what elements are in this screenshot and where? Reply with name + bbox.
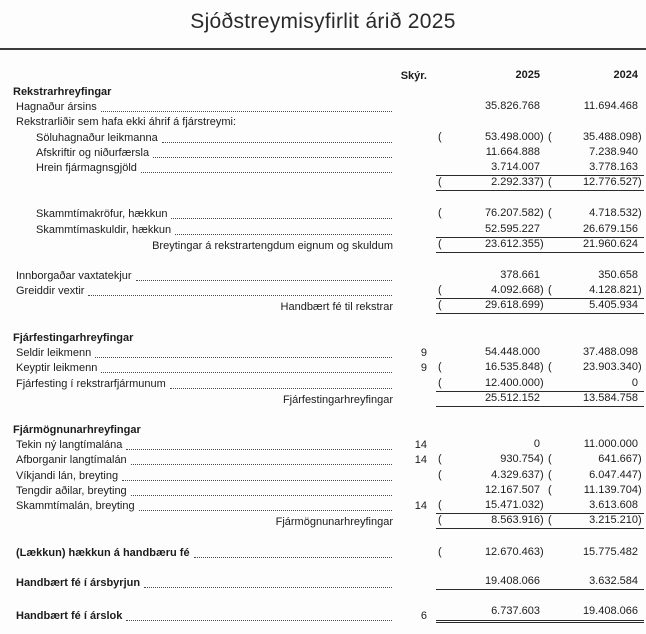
- section-label: Fjárfestingarhreyfingar: [13, 331, 134, 344]
- column-header-2025: 2025: [515, 69, 540, 82]
- value-2024: 37.488.098: [582, 345, 638, 358]
- value-2025: ( 23.612.355 ): [436, 237, 546, 253]
- skyr-cell: 6: [420, 609, 427, 622]
- column-header-row: [12, 68, 644, 83]
- dotted-leader: [122, 480, 392, 481]
- dotted-leader: [131, 464, 392, 465]
- value-2025: 52.595.227: [484, 222, 540, 235]
- value-2025: ( 2.292.337 ): [436, 175, 546, 191]
- column-header-2024: 2024: [613, 69, 638, 82]
- subtotal-rekstrarlidir: [12, 175, 644, 191]
- value-2024: 3.632.584: [546, 575, 644, 590]
- value-2024: 5.405.934: [546, 298, 644, 314]
- row-label: Afborganir langtímalán: [16, 454, 127, 467]
- dotted-leader: [144, 587, 392, 588]
- row-hagnadur-arsins: [12, 99, 644, 114]
- row-label: Söluhagnaður leikmanna: [36, 131, 158, 144]
- row-soluhagnadur-leikmanna: [12, 129, 644, 144]
- value-2025: ( 12.400.000 ): [438, 376, 544, 389]
- row-seldir-leikmenn: [12, 345, 644, 360]
- value-2025: 12.167.507: [484, 484, 540, 496]
- dotted-leader: [101, 111, 392, 112]
- row-afborganir-langtimalan: [12, 452, 644, 467]
- value-2025: 25.512.152: [436, 391, 546, 407]
- value-2025: ( 930.754 ): [438, 453, 544, 466]
- value-2025: 19.408.066: [436, 575, 546, 590]
- section-label: Fjármögnunarhreyfingar: [13, 423, 141, 436]
- dotted-leader: [136, 280, 392, 281]
- row-skammtimalan-breyting: [12, 498, 644, 513]
- dotted-leader: [175, 234, 392, 235]
- total-fjarfestingarhreyfingar: [12, 391, 644, 407]
- value-2025: 378.661: [500, 269, 540, 282]
- row-keyptir-leikmenn: [12, 360, 644, 375]
- row-skammtimakrofur: [12, 206, 644, 221]
- value-2024: ( 3.215.210 ): [546, 513, 644, 529]
- value-2025: 54.448.000: [484, 345, 540, 358]
- value-2024: 3.778.163: [589, 161, 638, 174]
- row-label: Handbært fé í árslok: [16, 609, 123, 622]
- dotted-leader: [88, 295, 392, 296]
- dotted-leader: [141, 172, 392, 173]
- dotted-leader: [170, 388, 392, 389]
- row-skammtimaskuldir: [12, 221, 644, 236]
- value-2024: ( 4.128.821 ): [548, 284, 642, 297]
- value-2025: ( 8.563.916 ): [436, 513, 546, 529]
- value-2025: ( 53.498.000 ): [438, 130, 544, 143]
- section-label: Rekstrarhreyfingar: [13, 85, 112, 98]
- value-2024: ( 11.139.704 ): [548, 484, 642, 496]
- value-2024: 21.960.624: [546, 237, 644, 253]
- value-2025: 11.664.888: [485, 145, 540, 158]
- dotted-leader: [162, 142, 392, 143]
- row-innborgadar-vaxtatekjur: [12, 268, 644, 283]
- row-label: Fjárfesting í rekstrarfjármunum: [16, 377, 166, 390]
- dotted-leader: [171, 218, 392, 219]
- value-2025: 0: [533, 438, 540, 451]
- total-fjarmognunarhreyfingar: [12, 513, 644, 529]
- value-2025: ( 76.207.582 ): [438, 207, 544, 220]
- section-fjarmognunarhreyfingar: [12, 422, 644, 437]
- row-handbaert-fe-arslok: [12, 605, 644, 623]
- value-2024: 19.408.066: [546, 605, 644, 623]
- row-label: Hagnaður ársins: [16, 100, 97, 113]
- value-2024: ( 641.667 ): [548, 453, 642, 466]
- value-2024: 13.584.758: [546, 391, 644, 407]
- row-afskriftir: [12, 145, 644, 160]
- row-laekkun-haekkun-handbaeru-fe: [12, 544, 644, 559]
- statement-table: [0, 68, 646, 623]
- row-label: Víkjandi lán, breyting: [16, 469, 119, 482]
- row-label: Seldir leikmenn: [16, 346, 92, 359]
- value-2024: 15.775.482: [582, 545, 638, 558]
- skyr-cell: 14: [414, 500, 427, 513]
- value-2024: 26.679.156: [582, 222, 638, 235]
- row-tengdir-adilar: [12, 483, 644, 498]
- row-label: Skammtímakröfur, hækkun: [36, 208, 168, 221]
- row-handbaert-fe-arsbyrjun: [12, 575, 644, 590]
- dotted-leader: [194, 557, 392, 558]
- row-hrein-fjarmagnsgjold: [12, 160, 644, 175]
- value-2025: 35.826.768: [484, 99, 540, 112]
- dotted-leader: [126, 449, 392, 450]
- value-2025: 3.714.007: [491, 161, 540, 174]
- statement-page: [0, 10, 646, 623]
- value-2024: ( 35.488.098 ): [548, 130, 642, 143]
- value-2025: ( 29.618.699 ): [436, 298, 546, 314]
- dotted-leader: [131, 495, 392, 496]
- value-2024: ( 4.718.532 ): [548, 207, 642, 220]
- value-2025: ( 4.092.668 ): [438, 284, 544, 297]
- row-label: Hrein fjármagnsgjöld: [36, 162, 137, 175]
- row-label: Greiddir vextir: [16, 285, 85, 298]
- skyr-cell: 9: [420, 346, 427, 359]
- skyr-cell: 14: [414, 454, 427, 467]
- skyr-cell: 9: [420, 362, 427, 375]
- row-label: Tengdir aðilar, breyting: [16, 485, 127, 497]
- row-label: Rekstrarliðir sem hafa ekki áhrif á fjárstreymi:: [16, 116, 237, 129]
- value-2024: ( 12.776.527 ): [546, 175, 644, 191]
- total-breytingar-rekstrartengdum: [12, 237, 644, 253]
- row-label: Handbært fé í ársbyrjun: [16, 576, 141, 589]
- row-label: Skammtímalán, breyting: [16, 500, 135, 513]
- page-title: Sjóðstreymisyfirlit árið 2025: [190, 10, 456, 33]
- column-header-skyr: Skýr.: [400, 70, 427, 83]
- row-greiddir-vextir: [12, 283, 644, 298]
- value-2025: ( 15.471.032 ): [438, 499, 544, 512]
- row-label: Skammtímaskuldir, hækkun: [36, 223, 172, 236]
- value-2024: ( 23.903.340 ): [548, 361, 642, 374]
- row-label: Tekin ný langtímalána: [16, 439, 123, 452]
- total-label: Fjármögnunarhreyfingar: [275, 516, 393, 529]
- section-rekstrarhreyfingar: [12, 83, 644, 98]
- value-2025: ( 4.329.637 ): [438, 468, 544, 481]
- row-vikjandi-lan: [12, 467, 644, 482]
- total-label: Fjárfestingarhreyfingar: [282, 393, 393, 406]
- total-label: Handbært fé til rekstrar: [280, 301, 393, 314]
- value-2024: 3.613.608: [589, 499, 638, 512]
- value-2024: 0: [631, 376, 638, 389]
- row-label: Innborgaðar vaxtatekjur: [16, 270, 132, 283]
- value-2025: ( 16.535.848 ): [438, 361, 544, 374]
- total-label: Breytingar á rekstrartengdum eignum og skuldum: [152, 239, 393, 252]
- value-2024: 7.238.940: [589, 145, 638, 158]
- skyr-cell: 14: [414, 439, 427, 452]
- row-rekstrarlidir-heading: [12, 114, 644, 129]
- dotted-leader: [95, 357, 392, 358]
- dotted-leader: [126, 620, 392, 621]
- row-label: Keyptir leikmenn: [16, 362, 98, 375]
- value-2024: 350.658: [598, 269, 638, 282]
- row-label: (Lækkun) hækkun á handbæru fé: [16, 546, 190, 559]
- value-2024: ( 6.047.447 ): [548, 468, 642, 481]
- dotted-leader: [101, 372, 392, 373]
- total-handbaert-fe-til-rekstrar: [12, 298, 644, 314]
- value-2025: 6.737.603: [436, 605, 546, 623]
- title-divider: [0, 48, 646, 50]
- section-fjarfestingarhreyfingar: [12, 329, 644, 344]
- value-2024: 11.000.000: [583, 438, 638, 451]
- dotted-leader: [153, 157, 392, 158]
- row-fjarfesting-rekstrarfjarmunum: [12, 375, 644, 390]
- row-tekin-ny-langtimalana: [12, 437, 644, 452]
- value-2025: ( 12.670.463 ): [438, 545, 544, 558]
- dotted-leader: [139, 510, 392, 511]
- value-2024: 11.694.468: [583, 99, 638, 112]
- row-label: Afskriftir og niðurfærsla: [36, 146, 150, 159]
